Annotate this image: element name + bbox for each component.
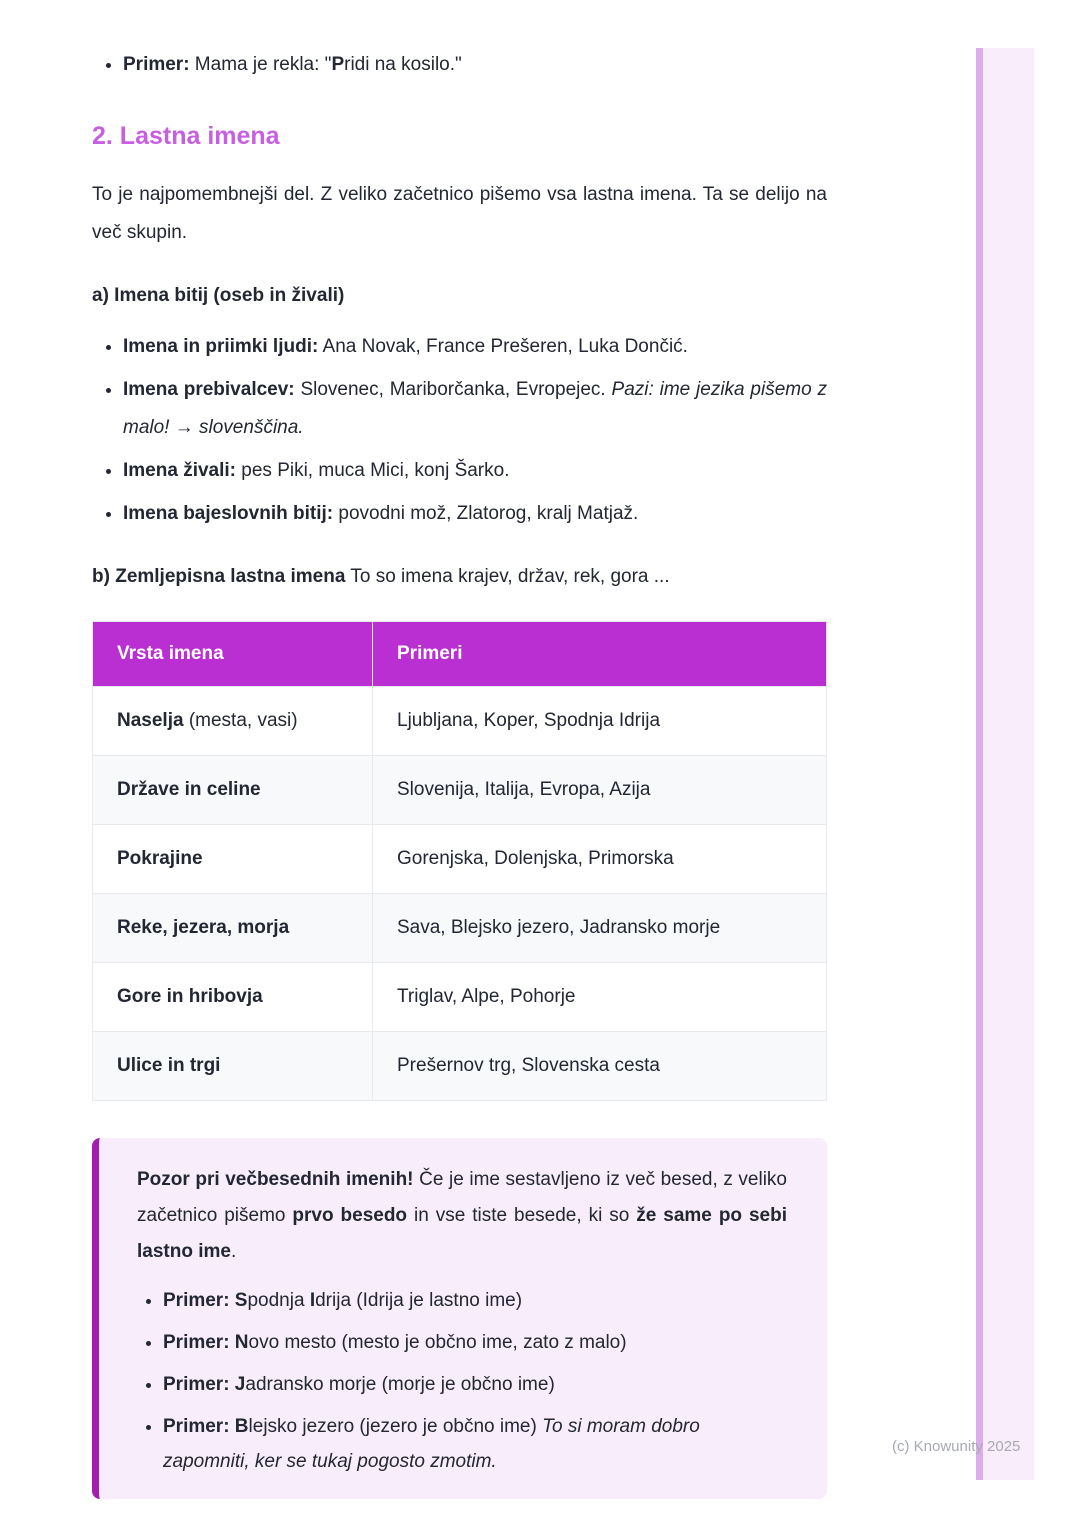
intro-paragraph: To je najpomembnejši del. Z veliko začetnico pišemo vsa lastna imena. Ta se delijo na več skupin. <box>92 184 827 243</box>
subsection-a-heading: a) Imena bitij (oseb in živali) <box>92 285 345 306</box>
list-item: • Imena prebivalcev: Slovenec, Mariborčanka, Evropejec. Pazi: ime jezika pišemo z malo! → slovenščina. <box>123 371 827 447</box>
example-label: Primer: <box>123 54 190 75</box>
callout-example-list <box>137 1283 787 1479</box>
section-heading: 2. Lastna imena <box>92 122 280 150</box>
table-row <box>93 825 827 894</box>
type-cell: Ulice in trgi <box>93 1032 373 1101</box>
beings-names-list <box>92 328 827 533</box>
table-row <box>93 756 827 825</box>
page-edge-stripe <box>976 48 1034 1480</box>
table-header-examples: Primeri <box>373 622 827 687</box>
examples-cell: Sava, Blejsko jezero, Jadransko morje <box>373 894 827 963</box>
table-row <box>93 894 827 963</box>
examples-cell: Slovenija, Italija, Evropa, Azija <box>373 756 827 825</box>
table-header-type: Vrsta imena <box>93 622 373 687</box>
warning-callout <box>92 1138 827 1499</box>
subsection-b-heading: b) Zemljepisna lastna imena To so imena krajev, držav, rek, gora ... <box>92 566 670 587</box>
examples-cell: Triglav, Alpe, Pohorje <box>373 963 827 1032</box>
geographic-names-table <box>92 621 827 1101</box>
callout-lead: Pozor pri večbesednih imenih! Če je ime sestavljeno iz več besed, z veliko začetnico pišemo prvo besedo in vse tiste besede, ki so že same po sebi lastno ime. <box>137 1169 787 1262</box>
list-item: • Imena živali: pes Piki, muca Mici, konj Šarko. <box>123 452 827 490</box>
table-row <box>93 963 827 1032</box>
table-row <box>93 1032 827 1101</box>
type-cell: Države in celine <box>93 756 373 825</box>
type-cell: Pokrajine <box>93 825 373 894</box>
list-item: • Primer: Mama je rekla: "Pridi na kosilo." <box>123 50 827 80</box>
table-header-row <box>93 622 827 687</box>
type-cell: Gore in hribovja <box>93 963 373 1032</box>
list-item: • Imena bajeslovnih bitij: povodni mož, Zlatorog, kralj Matjaž. <box>123 495 827 533</box>
examples-cell: Gorenjska, Dolenjska, Primorska <box>373 825 827 894</box>
list-item: • Imena in priimki ljudi: Ana Novak, France Prešeren, Luka Dončić. <box>123 328 827 366</box>
type-cell: Naselja (mesta, vasi) <box>93 687 373 756</box>
examples-cell: Ljubljana, Koper, Spodnja Idrija <box>373 687 827 756</box>
list-item: • Primer: Jadransko morje (morje je občno ime) <box>163 1367 787 1402</box>
list-item: • Primer: Blejsko jezero (jezero je občno ime) To si moram dobro zapomniti, ker se tukaj pogosto zmotim. <box>163 1409 787 1479</box>
examples-cell: Prešernov trg, Slovenska cesta <box>373 1032 827 1101</box>
document-page <box>92 0 827 1499</box>
example-bullet-list <box>92 50 827 80</box>
type-cell: Reke, jezera, morja <box>93 894 373 963</box>
watermark: (c) Knowunity 2025 <box>892 1438 1021 1455</box>
list-item: • Primer: Spodnja Idrija (Idrija je lastno ime) <box>163 1283 787 1318</box>
list-item: • Primer: Novo mesto (mesto je občno ime, zato z malo) <box>163 1325 787 1360</box>
table-row <box>93 687 827 756</box>
